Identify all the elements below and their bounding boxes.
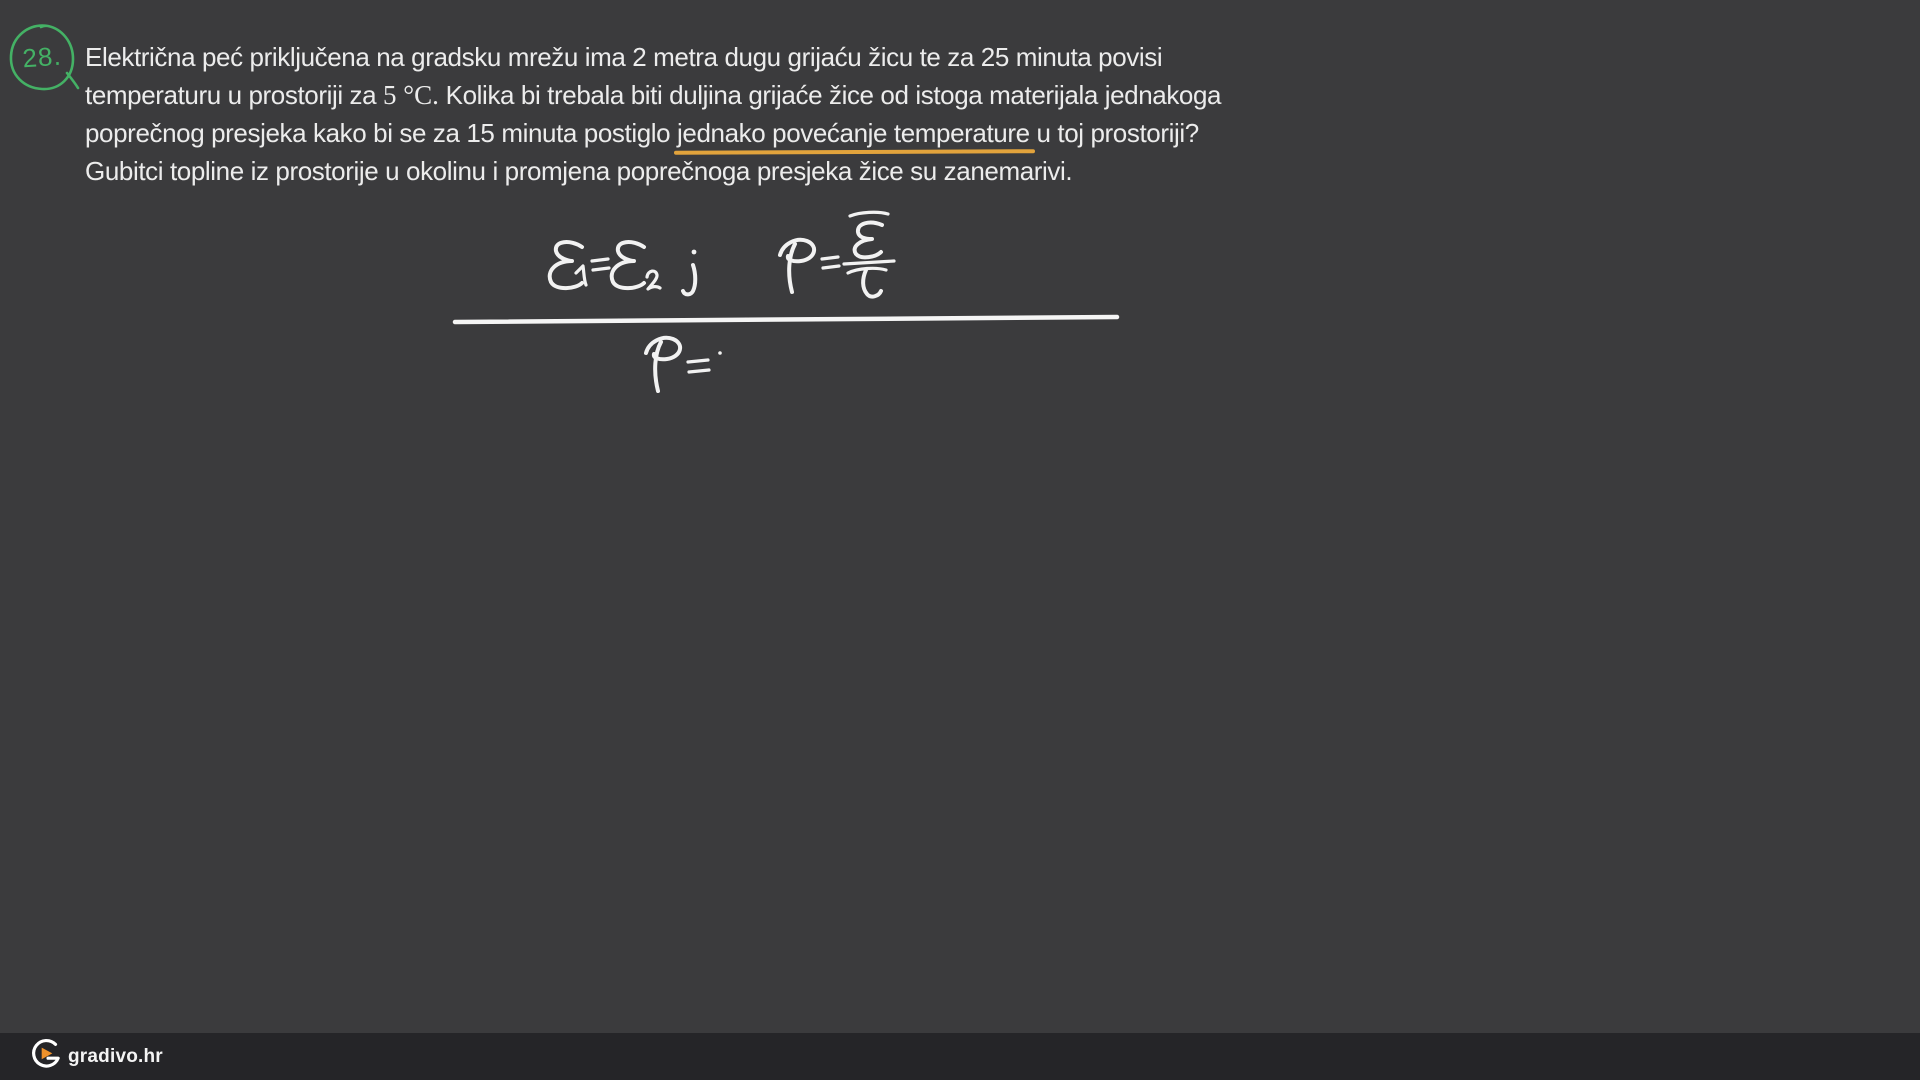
glyph-equals-1 [592,259,609,270]
problem-line-2-post: Kolika bi trebala biti duljina grijaće žice od istoga materijala jednakoga [438,80,1222,110]
gradivo-logo-icon [30,1038,64,1072]
problem-number: 28. [21,40,63,74]
divider-stroke [455,317,1117,322]
problem-line-4-text: Gubitci topline iz prostorije u okolinu i promjena poprečnoga presjeka žice su zanemarivi. [85,156,1073,186]
glyph-equals-3 [688,360,709,372]
glyph-semicolon [683,250,696,295]
pen-dot [718,351,722,355]
glyph-P1 [780,240,814,292]
handwritten-work-strokes [430,195,1150,405]
problem-line-2 [85,76,1221,114]
glyph-P2 [646,338,680,391]
glyph-E1 [550,242,586,288]
equation-step1-text [0,0,1,1]
equation-step3-text [0,0,1,1]
problem-line-4 [85,152,1072,190]
glyph-fraction-E-over-t [844,212,894,296]
footer-bar [0,1033,1920,1080]
problem-line-3-post: u toj prostoriji? [1029,118,1199,148]
problem-line-3 [85,114,1199,152]
problem-line-1 [85,38,1162,76]
glyph-equals-2 [822,257,839,268]
temperature-value: 5 °C. [383,80,439,110]
problem-line-1-text: Električna peć priključena na gradsku mrežu ima 2 metra dugu grijaću žicu te za 25 minuta povisi [85,42,1163,72]
equation-step2-text [0,0,1,1]
problem-line-3-pre: poprečnog presjeka kako bi se za 15 minuta postiglo [85,118,678,148]
brand-name: gradivo.hr [68,1046,163,1067]
problem-line-2-pre: temperaturu u prostoriji za [85,80,384,110]
underlined-phrase: jednako povećanje temperature [677,118,1030,148]
glyph-E2 [612,242,660,289]
